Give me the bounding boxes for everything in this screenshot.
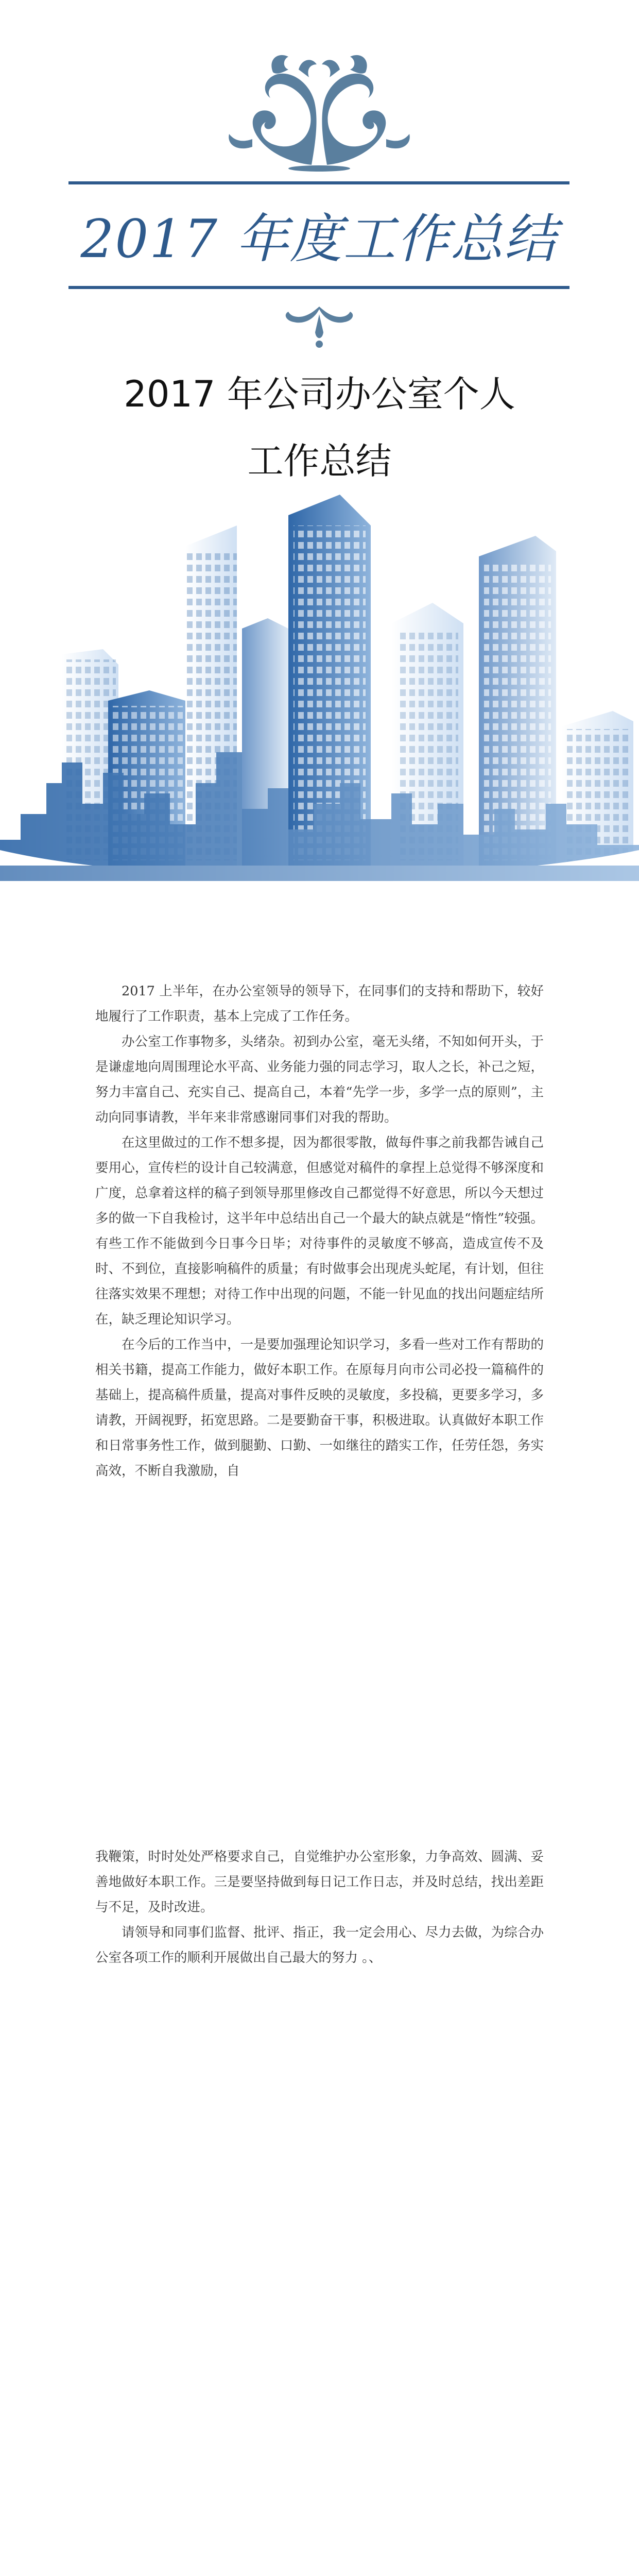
paragraph-plans: 在今后的工作当中，一是要加强理论知识学习，多看一些对工作有帮助的相关书籍，提高工作能力，做好本职工作。在原每月向市公司必投一篇稿件的基础上，提高稿件质量，提高对事件反映的灵敏度，多投稿，更要多学习，多请教，开阔视野，拓宽思路。二是要勤奋干事，积极进取。认真做好本职工作和日常事务性工作，做到腿勤、口勤、一如继往的踏实工作，任劳任怨，务实高效，不断自我激励，自 bbox=[95, 1337, 544, 1479]
paragraph-plans-continued: 我鞭策，时时处处严格要求自己，自觉维护办公室形象，力争高效、圆满、妥善地做好本职工作。三是要坚持做到每日记工作日志，并及时总结，找出差距与不足，及时改进。 bbox=[95, 1849, 544, 1915]
document-title bbox=[77, 361, 562, 495]
paragraph-self-review: 在这里做过的工作不想多提，因为都很零散，做每件事之前我都告诫自己要用心，宣传栏的设计自己较满意，但感觉对稿件的拿捏上总觉得不够深度和广度，总拿着这样的稿子到领导那里修改自己都觉得不好意思，所以今天想过多的做一下自我检讨，这半年中总结出自己一个最大的缺点就是“惰性”较强。有些工作不能做到今日事今日毕；对待事件的灵敏度不够高，造成宣传不及时、不到位，直接影响稿件的质量；有时做事会出现虎头蛇尾，有计划，但往往落实效果不理想；对待工作中出现的问题，不能一针见血的找出问题症结所在，缺乏理论知识学习。 bbox=[95, 1135, 544, 1327]
title-rule-top bbox=[68, 181, 569, 184]
banner-title: 2017 年度工作总结 bbox=[80, 209, 558, 270]
paragraph-intro: 2017 上半年，在办公室领导的领导下，在同事们的支持和帮助下，较好地履行了工作职责，基本上完成了工作任务。 bbox=[95, 984, 544, 1024]
paragraph-learning: 办公室工作事物多，头绪杂。初到办公室，毫无头绪，不知如何开头，于是谦虚地向周围理论水平高、业务能力强的同志学习，取人之长，补己之短，努力丰富自己、充实自己、提高自己，本着“先学一步，多学一点的原则”，主动向同事请教，半年来非常感谢同事们对我的帮助。 bbox=[95, 1034, 544, 1125]
title-rule-bottom bbox=[68, 286, 569, 289]
paragraph-closing: 请领导和同事们监督、批评、指正，我一定会用心、尽力去做，为综合办公室各项工作的顺利开展做出自己最大的努力 。、 bbox=[95, 1925, 544, 1965]
document-title-line-1: 2017 年公司办公室个人 bbox=[124, 373, 515, 415]
document-title-line-2: 工作总结 bbox=[247, 440, 392, 482]
decorative-flourish-top bbox=[196, 49, 443, 173]
city-skyline-illustration bbox=[0, 495, 639, 907]
body-text-part-1 bbox=[95, 979, 544, 1484]
decorative-flourish-middle bbox=[278, 304, 360, 350]
body-text-part-2 bbox=[95, 1844, 544, 1971]
